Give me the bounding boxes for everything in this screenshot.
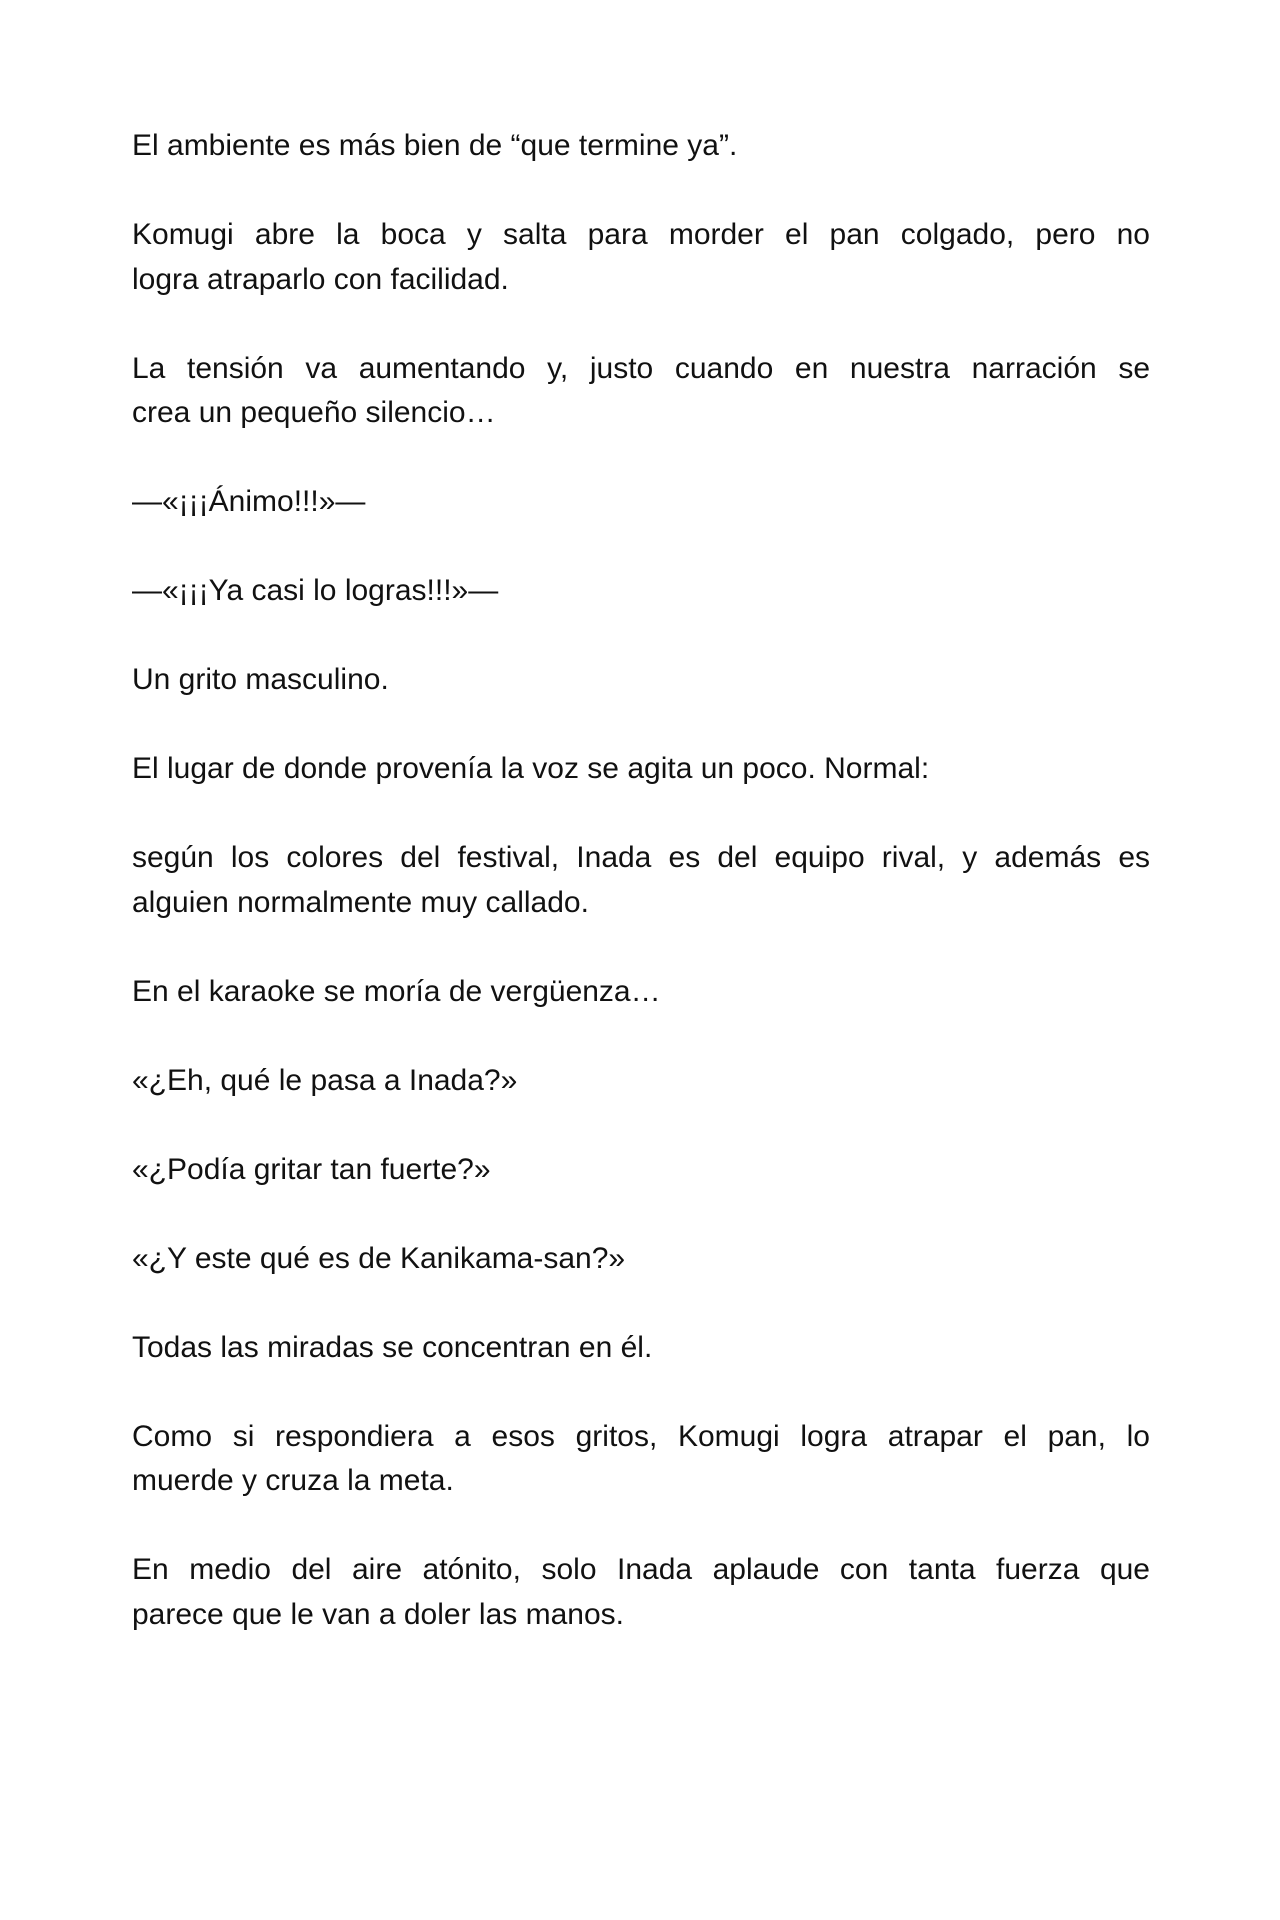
text-line: según los colores del festival, Inada es del equipo rival, y además es — [132, 841, 1150, 874]
text-line: La tensión va aumentando y, justo cuando en nuestra narración se — [132, 351, 1150, 385]
dialogue-line — [132, 480, 1150, 525]
paragraph — [132, 124, 1150, 169]
text-line: Un grito masculino. — [132, 663, 389, 696]
paragraph — [132, 1548, 1150, 1637]
dialogue-line — [132, 569, 1150, 614]
text-line: logra atraparlo con facilidad. — [132, 262, 509, 296]
text-line: El ambiente es más bien de “que termine ya”. — [132, 129, 738, 162]
paragraph — [132, 347, 1150, 436]
text-line: muerde y cruza la meta. — [132, 1464, 454, 1497]
text-line: alguien normalmente muy callado. — [132, 885, 589, 919]
text-line: «¿Podía gritar tan fuerte?» — [132, 1152, 491, 1186]
text-line: El lugar de donde provenía la voz se agita un poco. Normal: — [132, 752, 930, 785]
paragraph — [132, 1326, 1150, 1371]
text-line: «¿Eh, qué le pasa a Inada?» — [132, 1063, 518, 1097]
text-line: Komugi abre la boca y salta para morder el pan colgado, pero no — [132, 218, 1150, 251]
document-page — [132, 124, 1150, 1682]
text-line: En medio del aire atónito, solo Inada aplaude con tanta fuerza que — [132, 1553, 1150, 1586]
dialogue-line — [132, 1059, 1150, 1104]
text-line: Como si respondiera a esos gritos, Komugi logra atrapar el pan, lo — [132, 1419, 1150, 1453]
paragraph — [132, 1415, 1150, 1504]
text-line: Todas las miradas se concentran en él. — [132, 1330, 653, 1364]
text-line: crea un pequeño silencio… — [132, 396, 496, 429]
text-line: En el karaoke se moría de vergüenza… — [132, 974, 661, 1008]
paragraph — [132, 658, 1150, 703]
text-line: «¿Y este qué es de Kanikama-san?» — [132, 1241, 626, 1275]
text-line: parece que le van a doler las manos. — [132, 1597, 624, 1631]
paragraph — [132, 213, 1150, 302]
text-line: —«¡¡¡Ya casi lo logras!!!»— — [132, 574, 499, 607]
dialogue-line — [132, 1237, 1150, 1282]
dialogue-line — [132, 1148, 1150, 1193]
paragraph — [132, 747, 1150, 792]
paragraph — [132, 836, 1150, 925]
paragraph — [132, 970, 1150, 1015]
text-line: —«¡¡¡Ánimo!!!»— — [132, 485, 366, 518]
